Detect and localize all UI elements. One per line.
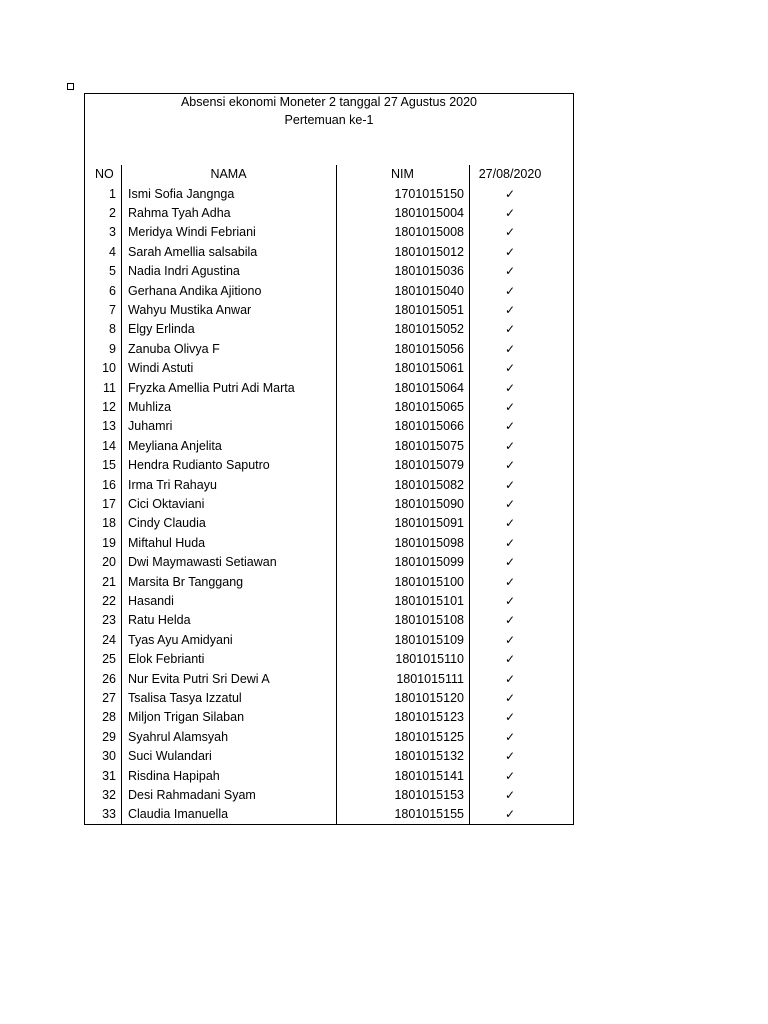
check-mark-icon: ✓: [504, 438, 516, 453]
check-mark-icon: ✓: [504, 283, 516, 298]
student-nim: 1801015090: [394, 496, 464, 511]
row-number: 21: [102, 574, 116, 589]
table-row: [85, 786, 573, 805]
check-mark-icon: ✓: [504, 710, 516, 725]
row-number: 5: [109, 264, 116, 279]
table-row: [85, 805, 573, 824]
row-number: 23: [102, 613, 116, 628]
student-name: Nadia Indri Agustina: [128, 264, 240, 279]
table-row: [85, 185, 573, 204]
check-mark-icon: ✓: [504, 729, 516, 744]
row-number: 17: [102, 496, 116, 511]
check-mark-icon: ✓: [504, 613, 516, 628]
check-mark-icon: ✓: [504, 186, 516, 201]
student-nim: 1801015040: [394, 283, 464, 298]
student-name: Ismi Sofia Jangnga: [128, 186, 235, 201]
row-number: 20: [102, 555, 116, 570]
student-nim: 1801015111: [396, 671, 464, 686]
check-mark-icon: ✓: [504, 632, 516, 647]
row-number: 10: [102, 361, 116, 376]
student-nim: 1801015061: [394, 361, 464, 376]
student-nim: 1801015120: [394, 690, 464, 705]
table-row: [85, 204, 573, 223]
table-row: [85, 728, 573, 747]
table-row: [85, 223, 573, 242]
bullet-marker: [67, 83, 74, 90]
student-name: Marsita Br Tanggang: [128, 574, 244, 589]
row-number: 3: [109, 225, 116, 240]
student-name: Miftahul Huda: [128, 535, 206, 550]
row-number: 32: [102, 787, 116, 802]
row-number: 30: [102, 749, 116, 764]
row-number: 9: [109, 341, 116, 356]
student-nim: 1801015008: [394, 225, 464, 240]
row-number: 28: [102, 710, 116, 725]
student-nim: 1801015099: [394, 555, 464, 570]
table-row: [85, 417, 573, 436]
row-number: 2: [109, 205, 116, 220]
student-nim: 1801015153: [394, 787, 464, 802]
student-nim: 1801015101: [394, 593, 464, 608]
check-mark-icon: ✓: [504, 361, 516, 376]
row-number: 14: [102, 438, 116, 453]
table-row: [85, 456, 573, 475]
row-number: 16: [102, 477, 116, 492]
check-mark-icon: ✓: [504, 574, 516, 589]
table-row: [85, 708, 573, 727]
table-row: [85, 243, 573, 262]
student-nim: 1801015064: [394, 380, 464, 395]
student-nim: 1801015004: [394, 205, 464, 220]
row-number: 1: [109, 186, 116, 201]
table-row: [85, 398, 573, 417]
student-name: Ratu Helda: [128, 613, 191, 628]
check-mark-icon: ✓: [504, 768, 516, 783]
student-name: Juhamri: [128, 419, 173, 434]
row-number: 26: [102, 671, 116, 686]
student-name: Tyas Ayu Amidyani: [128, 632, 233, 647]
table-row: [85, 320, 573, 339]
student-name: Risdina Hapipah: [128, 768, 220, 783]
table-row: [85, 670, 573, 689]
table-header: [85, 165, 573, 184]
student-name: Fryzka Amellia Putri Adi Marta: [128, 380, 295, 395]
title-line-1: Absensi ekonomi Moneter 2 tanggal 27 Agustus 2020: [180, 95, 478, 109]
student-nim: 1801015082: [394, 477, 464, 492]
table-row: [85, 611, 573, 630]
table-row: [85, 650, 573, 669]
table-row: [85, 359, 573, 378]
student-name: Cici Oktaviani: [128, 496, 205, 511]
student-name: Wahyu Mustika Anwar: [128, 302, 252, 317]
check-mark-icon: ✓: [504, 341, 516, 356]
student-nim: 1801015109: [394, 632, 464, 647]
student-nim: 1801015125: [394, 729, 464, 744]
student-nim: 1801015066: [394, 419, 464, 434]
check-mark-icon: ✓: [504, 787, 516, 802]
table-row: [85, 514, 573, 533]
check-mark-icon: ✓: [504, 302, 516, 317]
student-nim: 1801015123: [394, 710, 464, 725]
check-mark-icon: ✓: [504, 555, 516, 570]
student-nim: 1801015098: [394, 535, 464, 550]
student-nim: 1801015100: [394, 574, 464, 589]
student-name: Rahma Tyah Adha: [128, 205, 231, 220]
table-row: [85, 631, 573, 650]
check-mark-icon: ✓: [504, 205, 516, 220]
row-number: 19: [102, 535, 116, 550]
check-mark-icon: ✓: [504, 690, 516, 705]
row-number: 12: [102, 399, 116, 414]
student-name: Dwi Maymawasti Setiawan: [128, 555, 277, 570]
header-date: 27/08/2020: [478, 167, 542, 181]
student-name: Meyliana Anjelita: [128, 438, 222, 453]
student-nim: 1801015012: [394, 244, 464, 259]
row-number: 31: [102, 768, 116, 783]
student-nim: 1801015051: [394, 302, 464, 317]
table-row: [85, 340, 573, 359]
student-name: Tsalisa Tasya Izzatul: [128, 690, 242, 705]
student-nim: 1801015110: [395, 652, 464, 667]
row-number: 13: [102, 419, 116, 434]
check-mark-icon: ✓: [504, 807, 516, 822]
table-row: [85, 379, 573, 398]
student-name: Irma Tri Rahayu: [128, 477, 217, 492]
check-mark-icon: ✓: [504, 380, 516, 395]
check-mark-icon: ✓: [504, 458, 516, 473]
check-mark-icon: ✓: [504, 399, 516, 414]
student-name: Meridya Windi Febriani: [128, 225, 256, 240]
student-name: Elok Febrianti: [128, 652, 205, 667]
student-name: Nur Evita Putri Sri Dewi A: [128, 671, 270, 686]
row-number: 27: [102, 690, 116, 705]
table-row: [85, 437, 573, 456]
header-nim: NIM: [391, 167, 414, 181]
row-number: 7: [109, 302, 116, 317]
check-mark-icon: ✓: [504, 671, 516, 686]
table-row: [85, 301, 573, 320]
table-row: [85, 534, 573, 553]
row-number: 11: [103, 380, 116, 395]
row-number: 8: [109, 322, 116, 337]
student-nim: 1801015108: [394, 613, 464, 628]
check-mark-icon: ✓: [504, 593, 516, 608]
student-name: Windi Astuti: [128, 361, 194, 376]
attendance-table: [84, 93, 574, 825]
student-name: Elgy Erlinda: [128, 322, 195, 337]
table-row: [85, 747, 573, 766]
student-nim: 1801015132: [394, 749, 464, 764]
student-name: Hendra Rudianto Saputro: [128, 458, 270, 473]
student-name: Hasandi: [128, 593, 174, 608]
student-name: Desi Rahmadani Syam: [128, 787, 256, 802]
check-mark-icon: ✓: [504, 749, 516, 764]
table-row: [85, 495, 573, 514]
table-row: [85, 476, 573, 495]
check-mark-icon: ✓: [504, 516, 516, 531]
check-mark-icon: ✓: [504, 652, 516, 667]
student-name: Suci Wulandari: [128, 749, 212, 764]
student-nim: 1801015141: [394, 768, 464, 783]
check-mark-icon: ✓: [504, 225, 516, 240]
row-number: 24: [102, 632, 116, 647]
title-line-2: Pertemuan ke-1: [284, 113, 374, 127]
student-nim: 1801015056: [394, 341, 464, 356]
table-row: [85, 262, 573, 281]
student-nim: 1801015075: [394, 438, 464, 453]
student-nim: 1701015150: [394, 186, 464, 201]
student-nim: 1801015065: [394, 399, 464, 414]
student-nim: 1801015036: [394, 264, 464, 279]
table-row: [85, 573, 573, 592]
row-number: 6: [109, 283, 116, 298]
student-name: Gerhana Andika Ajitiono: [128, 283, 262, 298]
student-name: Syahrul Alamsyah: [128, 729, 229, 744]
student-nim: 1801015155: [394, 807, 464, 822]
check-mark-icon: ✓: [504, 496, 516, 511]
student-name: Muhliza: [128, 399, 172, 414]
table-row: [85, 553, 573, 572]
table-row: [85, 689, 573, 708]
student-name: Sarah Amellia salsabila: [128, 244, 258, 259]
row-number: 33: [102, 807, 116, 822]
check-mark-icon: ✓: [504, 535, 516, 550]
check-mark-icon: ✓: [504, 244, 516, 259]
student-name: Miljon Trigan Silaban: [128, 710, 245, 725]
row-number: 25: [102, 652, 116, 667]
table-row: [85, 767, 573, 786]
student-nim: 1801015079: [394, 458, 464, 473]
row-number: 22: [102, 593, 116, 608]
row-number: 29: [102, 729, 116, 744]
row-number: 15: [102, 458, 116, 473]
check-mark-icon: ✓: [504, 322, 516, 337]
student-nim: 1801015091: [394, 516, 464, 531]
header-no: NO: [95, 167, 114, 181]
header-nama: NAMA: [210, 167, 247, 181]
check-mark-icon: ✓: [504, 477, 516, 492]
table-row: [85, 592, 573, 611]
student-nim: 1801015052: [394, 322, 464, 337]
check-mark-icon: ✓: [504, 419, 516, 434]
student-name: Cindy Claudia: [128, 516, 206, 531]
row-number: 18: [102, 516, 116, 531]
row-number: 4: [109, 244, 116, 259]
student-name: Claudia Imanuella: [128, 807, 229, 822]
check-mark-icon: ✓: [504, 264, 516, 279]
table-row: [85, 282, 573, 301]
student-name: Zanuba Olivya F: [128, 341, 220, 356]
